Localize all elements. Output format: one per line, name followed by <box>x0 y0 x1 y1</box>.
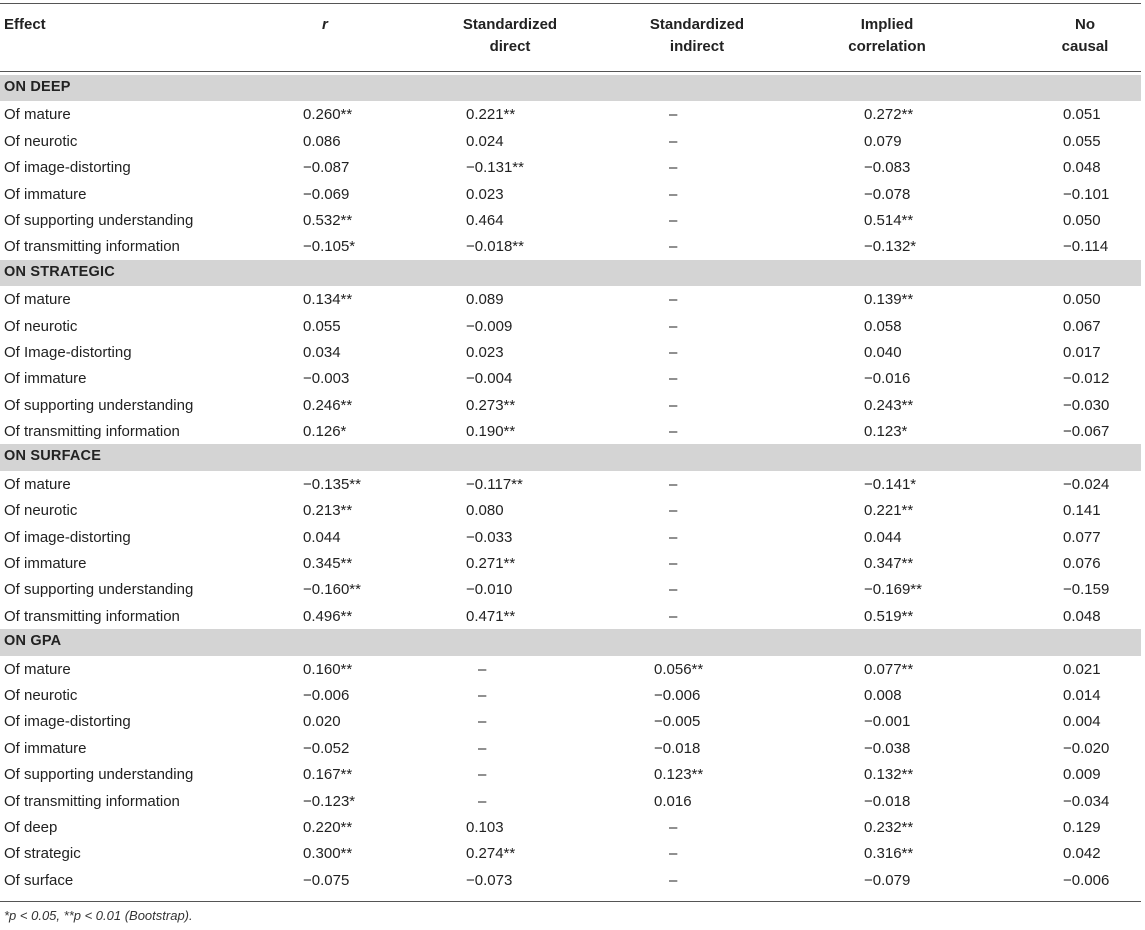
cell-implied: 0.077** <box>864 660 914 678</box>
header-indirect-line1: Standardized <box>649 16 745 33</box>
cell-implied: 0.272** <box>864 106 914 124</box>
cell-effect: Of immature <box>4 185 87 203</box>
cell-r: 0.034 <box>303 343 341 361</box>
section-header <box>0 75 1141 101</box>
header-implied-line1: Implied <box>860 16 914 33</box>
cell-direct: 0.103 <box>466 818 504 836</box>
cell-implied: 0.058 <box>864 317 902 335</box>
cell-direct: 0.190** <box>466 423 516 441</box>
cell-effect: Of supporting understanding <box>4 211 194 229</box>
header-indirect-line2: indirect <box>669 38 725 55</box>
cell-indirect: – <box>669 845 678 863</box>
cell-no-causal: 0.050 <box>1063 211 1101 229</box>
table-row <box>0 735 1141 761</box>
cell-implied: 0.079 <box>864 132 902 150</box>
cell-effect: Of supporting understanding <box>4 396 194 414</box>
cell-r: −0.006 <box>303 686 350 704</box>
table-row <box>0 392 1141 418</box>
table-row <box>0 867 1141 893</box>
cell-implied: −0.141* <box>864 475 917 493</box>
cell-effect: Of immature <box>4 739 87 757</box>
table-row <box>0 788 1141 814</box>
cell-r: 0.020 <box>303 713 341 731</box>
cell-direct: 0.464 <box>466 211 504 229</box>
cell-effect: Of mature <box>4 660 71 678</box>
cell-implied: −0.078 <box>864 185 911 203</box>
header-implied-line2: correlation <box>848 38 926 55</box>
cell-no-causal: 0.017 <box>1063 343 1101 361</box>
table-row <box>0 339 1141 365</box>
cell-indirect: 0.056** <box>654 660 704 678</box>
header-nocausal-line2: causal <box>1061 38 1109 55</box>
cell-r: 0.055 <box>303 317 341 335</box>
header-direct-line1: Standardized <box>462 16 558 33</box>
cell-no-causal: −0.114 <box>1063 238 1109 256</box>
cell-no-causal: 0.048 <box>1063 159 1101 177</box>
cell-implied: 0.139** <box>864 291 914 309</box>
cell-effect: Of neurotic <box>4 317 78 335</box>
cell-r: 0.260** <box>303 106 353 124</box>
cell-no-causal: 0.055 <box>1063 132 1101 150</box>
cell-r: 0.300** <box>303 845 353 863</box>
table-row <box>0 233 1141 259</box>
table-header <box>0 4 1141 71</box>
cell-effect: Of immature <box>4 370 87 388</box>
cell-implied: 0.519** <box>864 607 914 625</box>
cell-r: −0.160** <box>303 581 361 599</box>
cell-effect: Of deep <box>4 818 58 836</box>
cell-direct: – <box>478 713 487 731</box>
cell-r: −0.075 <box>303 871 350 889</box>
cell-implied: 0.044 <box>864 528 902 546</box>
cell-direct: −0.033 <box>466 528 513 546</box>
cell-effect: Of transmitting information <box>4 607 180 625</box>
cell-implied: 0.221** <box>864 502 914 520</box>
section-header <box>0 260 1141 286</box>
section-title: ON DEEP <box>4 79 71 95</box>
table-row <box>0 154 1141 180</box>
cell-indirect: −0.006 <box>654 686 701 704</box>
cell-r: −0.069 <box>303 185 350 203</box>
cell-effect: Of strategic <box>4 845 81 863</box>
cell-no-causal: 0.021 <box>1063 660 1101 678</box>
table-row <box>0 550 1141 576</box>
cell-indirect: – <box>669 396 678 414</box>
cell-indirect: 0.123** <box>654 766 704 784</box>
cell-effect: Of neurotic <box>4 132 78 150</box>
cell-implied: −0.132* <box>864 238 917 256</box>
cell-effect: Of mature <box>4 291 71 309</box>
cell-indirect: – <box>669 343 678 361</box>
cell-r: 0.126* <box>303 423 347 441</box>
cell-no-causal: 0.048 <box>1063 607 1101 625</box>
cell-direct: 0.471** <box>466 607 516 625</box>
cell-implied: −0.083 <box>864 159 911 177</box>
cell-indirect: – <box>669 871 678 889</box>
table-bottom-rule <box>0 901 1141 902</box>
cell-indirect: – <box>669 317 678 335</box>
cell-implied: 0.008 <box>864 686 902 704</box>
cell-direct: 0.024 <box>466 132 504 150</box>
cell-r: −0.087 <box>303 159 350 177</box>
cell-r: −0.135** <box>303 475 361 493</box>
cell-indirect: – <box>669 185 678 203</box>
cell-implied: −0.079 <box>864 871 911 889</box>
cell-implied: −0.038 <box>864 739 911 757</box>
cell-indirect: – <box>669 370 678 388</box>
cell-direct: −0.073 <box>466 871 513 889</box>
cell-r: 0.532** <box>303 211 353 229</box>
cell-no-causal: −0.067 <box>1063 423 1110 441</box>
cell-indirect: – <box>669 555 678 573</box>
cell-indirect: – <box>669 528 678 546</box>
cell-effect: Of image-distorting <box>4 528 131 546</box>
cell-direct: 0.271** <box>466 555 516 573</box>
cell-implied: 0.243** <box>864 396 914 414</box>
cell-indirect: – <box>669 423 678 441</box>
cell-indirect: – <box>669 818 678 836</box>
cell-effect: Of neurotic <box>4 686 78 704</box>
cell-no-causal: 0.009 <box>1063 766 1101 784</box>
cell-direct: 0.089 <box>466 291 504 309</box>
table-row <box>0 181 1141 207</box>
cell-implied: 0.347** <box>864 555 914 573</box>
cell-effect: Of Image-distorting <box>4 343 132 361</box>
cell-r: 0.345** <box>303 555 353 573</box>
cell-direct: −0.018** <box>466 238 524 256</box>
cell-indirect: – <box>669 211 678 229</box>
table-row <box>0 814 1141 840</box>
header-no-causal <box>1040 14 1130 58</box>
cell-no-causal: 0.077 <box>1063 528 1101 546</box>
cell-implied: −0.016 <box>864 370 911 388</box>
cell-no-causal: 0.129 <box>1063 818 1101 836</box>
cell-effect: Of neurotic <box>4 502 78 520</box>
header-standardized-direct <box>455 14 565 58</box>
cell-direct: 0.023 <box>466 343 504 361</box>
cell-no-causal: 0.050 <box>1063 291 1101 309</box>
cell-direct: 0.080 <box>466 502 504 520</box>
table-row <box>0 708 1141 734</box>
header-standardized-indirect <box>642 14 752 58</box>
cell-effect: Of image-distorting <box>4 159 131 177</box>
cell-no-causal: 0.141 <box>1063 502 1101 520</box>
cell-effect: Of surface <box>4 871 74 889</box>
table-row <box>0 471 1141 497</box>
cell-indirect: – <box>669 581 678 599</box>
cell-r: 0.246** <box>303 396 353 414</box>
table-row <box>0 365 1141 391</box>
cell-implied: −0.001 <box>864 713 911 731</box>
cell-no-causal: −0.006 <box>1063 871 1110 889</box>
cell-direct: −0.009 <box>466 317 513 335</box>
section-title: ON SURFACE <box>4 448 102 465</box>
table-row <box>0 524 1141 550</box>
cell-r: 0.044 <box>303 528 341 546</box>
header-direct-line2: direct <box>489 38 531 55</box>
section-title: ON GPA <box>4 633 62 650</box>
table-row <box>0 603 1141 629</box>
header-r-label: r <box>322 16 328 33</box>
cell-indirect: −0.005 <box>654 713 701 731</box>
header-effect <box>4 14 46 36</box>
table-row <box>0 128 1141 154</box>
cell-no-causal: 0.067 <box>1063 317 1101 335</box>
header-effect-label: Effect <box>4 16 46 33</box>
cell-no-causal: −0.020 <box>1063 739 1110 757</box>
cell-direct: 0.023 <box>466 185 504 203</box>
table-row <box>0 576 1141 602</box>
table-footnote: *p < 0.05, **p < 0.01 (Bootstrap). <box>4 908 193 923</box>
cell-direct: 0.273** <box>466 396 516 414</box>
cell-r: −0.123* <box>303 792 356 810</box>
table-row <box>0 101 1141 127</box>
cell-no-causal: −0.159 <box>1063 581 1110 599</box>
table-row <box>0 761 1141 787</box>
cell-direct: 0.274** <box>466 845 516 863</box>
cell-r: −0.105* <box>303 238 356 256</box>
cell-indirect: – <box>669 502 678 520</box>
cell-implied: −0.169** <box>864 581 922 599</box>
cell-indirect: – <box>669 238 678 256</box>
cell-r: 0.160** <box>303 660 353 678</box>
cell-indirect: −0.018 <box>654 739 701 757</box>
header-r <box>322 14 328 36</box>
cell-direct: – <box>478 660 487 678</box>
table-row <box>0 286 1141 312</box>
cell-effect: Of transmitting information <box>4 792 180 810</box>
cell-implied: 0.123* <box>864 423 908 441</box>
cell-effect: Of transmitting information <box>4 423 180 441</box>
cell-r: −0.003 <box>303 370 350 388</box>
cell-implied: 0.132** <box>864 766 914 784</box>
cell-no-causal: −0.030 <box>1063 396 1110 414</box>
cell-implied: −0.018 <box>864 792 911 810</box>
table-row <box>0 497 1141 523</box>
table-row <box>0 682 1141 708</box>
cell-indirect: – <box>669 607 678 625</box>
header-nocausal-line1: No <box>1075 16 1095 33</box>
cell-effect: Of supporting understanding <box>4 581 194 599</box>
table-row <box>0 418 1141 444</box>
cell-indirect: – <box>669 159 678 177</box>
cell-r: 0.134** <box>303 291 353 309</box>
cell-effect: Of mature <box>4 106 71 124</box>
cell-direct: – <box>478 766 487 784</box>
cell-no-causal: 0.014 <box>1063 686 1101 704</box>
section-header <box>0 444 1141 470</box>
cell-direct: – <box>478 792 487 810</box>
cell-effect: Of image-distorting <box>4 713 131 731</box>
cell-r: 0.496** <box>303 607 353 625</box>
cell-no-causal: −0.101 <box>1063 185 1110 203</box>
section-header <box>0 629 1141 655</box>
cell-direct: – <box>478 739 487 757</box>
cell-r: −0.052 <box>303 739 350 757</box>
cell-direct: −0.004 <box>466 370 513 388</box>
cell-direct: −0.010 <box>466 581 513 599</box>
table-row <box>0 313 1141 339</box>
cell-direct: −0.131** <box>466 159 524 177</box>
cell-indirect: – <box>669 132 678 150</box>
cell-no-causal: −0.024 <box>1063 475 1110 493</box>
cell-no-causal: 0.042 <box>1063 845 1101 863</box>
table-row <box>0 207 1141 233</box>
cell-direct: −0.117** <box>466 475 523 493</box>
cell-implied: 0.514** <box>864 211 914 229</box>
cell-no-causal: 0.004 <box>1063 713 1101 731</box>
cell-direct: – <box>478 686 487 704</box>
table-row <box>0 840 1141 866</box>
cell-no-causal: 0.051 <box>1063 106 1101 124</box>
cell-indirect: – <box>669 291 678 309</box>
cell-implied: 0.316** <box>864 845 914 863</box>
cell-direct: 0.221** <box>466 106 516 124</box>
cell-effect: Of mature <box>4 475 71 493</box>
cell-r: 0.086 <box>303 132 341 150</box>
header-rule <box>0 71 1141 72</box>
table-body <box>0 75 1141 893</box>
cell-effect: Of supporting understanding <box>4 766 194 784</box>
cell-no-causal: −0.012 <box>1063 370 1110 388</box>
cell-r: 0.213** <box>303 502 353 520</box>
cell-r: 0.220** <box>303 818 353 836</box>
cell-indirect: – <box>669 106 678 124</box>
header-implied-correlation <box>832 14 942 58</box>
cell-implied: 0.232** <box>864 818 914 836</box>
cell-effect: Of immature <box>4 555 87 573</box>
cell-r: 0.167** <box>303 766 353 784</box>
cell-indirect: – <box>669 475 678 493</box>
table-row <box>0 656 1141 682</box>
section-title: ON STRATEGIC <box>4 263 115 280</box>
cell-effect: Of transmitting information <box>4 238 180 256</box>
cell-indirect: 0.016 <box>654 792 692 810</box>
cell-implied: 0.040 <box>864 343 902 361</box>
cell-no-causal: 0.076 <box>1063 555 1101 573</box>
cell-no-causal: −0.034 <box>1063 792 1110 810</box>
